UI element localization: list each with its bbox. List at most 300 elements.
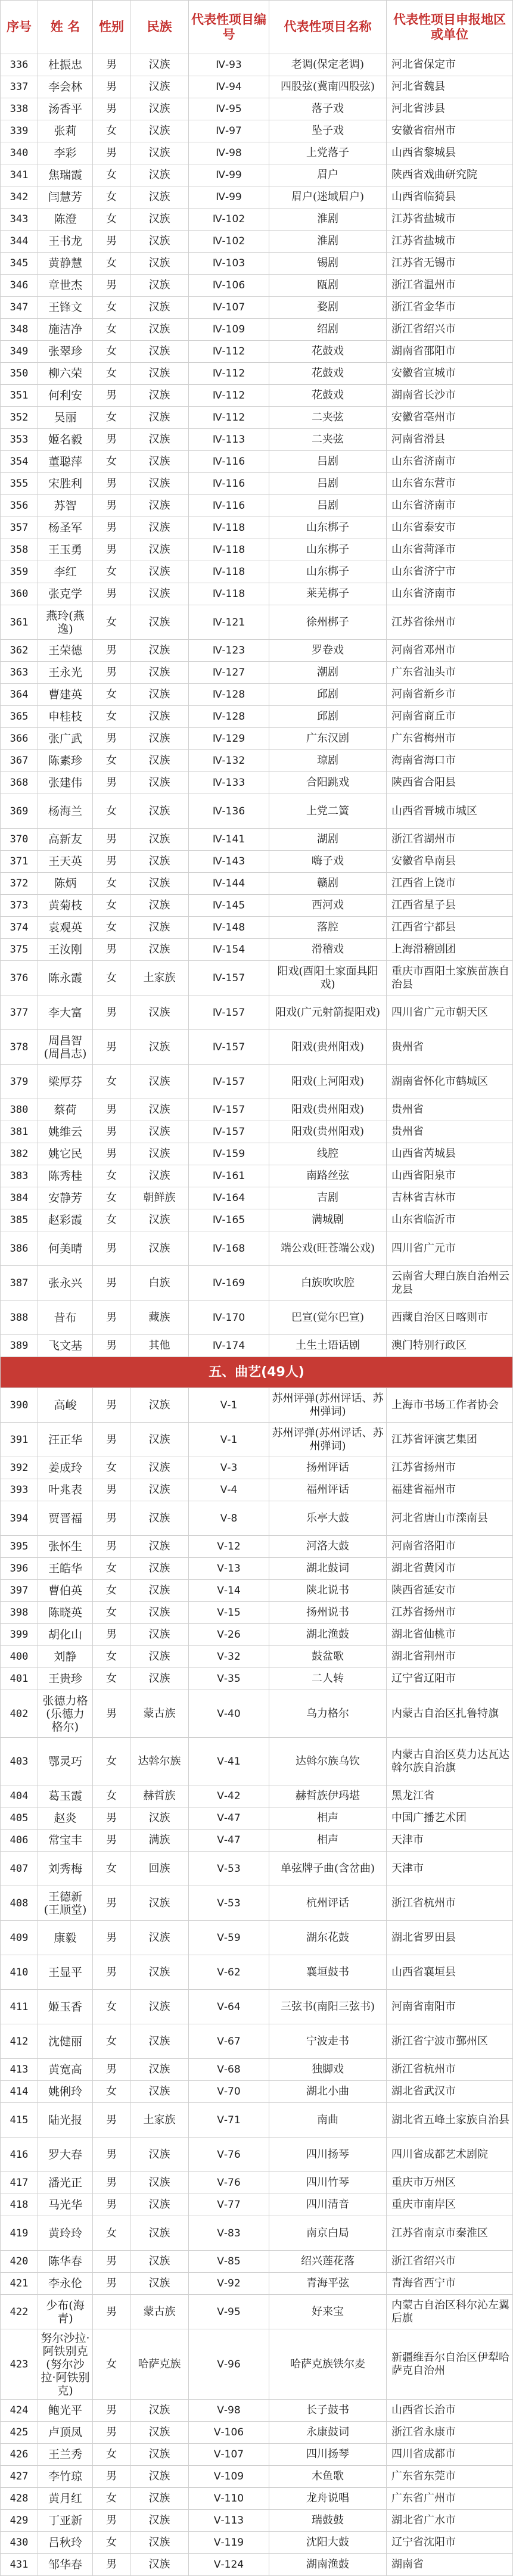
- cell-code: Ⅳ-161: [189, 1165, 269, 1187]
- cell-name: 袁观英: [38, 917, 93, 939]
- table-row: [1, 407, 513, 429]
- cell-project: 湖南渔鼓: [269, 2554, 387, 2576]
- cell-gender: 女: [93, 1785, 130, 1807]
- table-row: [1, 2273, 513, 2295]
- cell-seq: 382: [1, 1143, 38, 1165]
- cell-unit: 内蒙古自治区莫力达瓦达斡尔族自治旗: [387, 1738, 513, 1785]
- cell-name: 章世杰: [38, 275, 93, 297]
- cell-gender: 女: [93, 2532, 130, 2554]
- cell-seq: 354: [1, 451, 38, 473]
- cell-ethnicity: 汉族: [130, 2422, 189, 2444]
- cell-gender: 男: [93, 728, 130, 750]
- cell-gender: 女: [93, 1668, 130, 1690]
- cell-unit: 四川省广元市: [387, 1231, 513, 1266]
- cell-name: 王玉勇: [38, 539, 93, 561]
- table-row: [1, 186, 513, 209]
- cell-seq: 367: [1, 750, 38, 772]
- cell-unit: 重庆市南岸区: [387, 2194, 513, 2216]
- cell-ethnicity: 汉族: [130, 772, 189, 794]
- table-row: [1, 164, 513, 186]
- table-row: [1, 1065, 513, 1099]
- cell-code: Ⅳ-97: [189, 120, 269, 142]
- cell-project: 扬州说书: [269, 1602, 387, 1624]
- cell-project: 四股弦(冀南四股弦): [269, 76, 387, 98]
- cell-seq: 383: [1, 1165, 38, 1187]
- table-row: [1, 1143, 513, 1165]
- cell-unit: 重庆市酉阳土家族苗族自治县: [387, 961, 513, 995]
- cell-project: 婺剧: [269, 297, 387, 319]
- table-row: [1, 2024, 513, 2059]
- cell-name: 黄静慧: [38, 253, 93, 275]
- cell-gender: 男: [93, 2510, 130, 2532]
- cell-ethnicity: 汉族: [130, 54, 189, 76]
- table-row: [1, 1738, 513, 1785]
- cell-name: 何美晴: [38, 1231, 93, 1266]
- cell-gender: 男: [93, 2194, 130, 2216]
- cell-ethnicity: 汉族: [130, 1558, 189, 1580]
- cell-code: Ⅴ-32: [189, 1646, 269, 1668]
- table-row: [1, 1668, 513, 1690]
- table-row: [1, 1501, 513, 1536]
- table-row: [1, 2466, 513, 2488]
- cell-unit: 浙江省温州市: [387, 275, 513, 297]
- cell-name: 姜成玲: [38, 1457, 93, 1479]
- cell-gender: 男: [93, 76, 130, 98]
- cell-name: 康毅: [38, 1921, 93, 1955]
- cell-gender: 女: [93, 1990, 130, 2024]
- cell-project: 罗卷戏: [269, 640, 387, 662]
- cell-name: 李永伦: [38, 2273, 93, 2295]
- cell-gender: 女: [93, 1165, 130, 1187]
- cell-ethnicity: 汉族: [130, 473, 189, 495]
- cell-seq: 406: [1, 1830, 38, 1852]
- cell-gender: 女: [93, 561, 130, 583]
- cell-unit: 河南省新乡市: [387, 684, 513, 706]
- cell-name: 张永兴: [38, 1266, 93, 1301]
- cell-ethnicity: 汉族: [130, 1955, 189, 1990]
- cell-code: Ⅳ-141: [189, 829, 269, 851]
- cell-code: Ⅳ-174: [189, 1335, 269, 1357]
- table-row: [1, 2400, 513, 2422]
- cell-unit: 上海市书场工作者协会: [387, 1388, 513, 1423]
- cell-unit: 福建省福州市: [387, 1479, 513, 1501]
- cell-ethnicity: 汉族: [130, 2138, 189, 2172]
- cell-project: 老调(保定老调): [269, 54, 387, 76]
- cell-unit: 陕西省延安市: [387, 1580, 513, 1602]
- cell-project: 相声: [269, 1807, 387, 1830]
- cell-name: 姬名毅: [38, 429, 93, 451]
- cell-name: 鲍光平: [38, 2400, 93, 2422]
- cell-code: Ⅴ-3: [189, 1457, 269, 1479]
- cell-code: Ⅴ-15: [189, 1602, 269, 1624]
- cell-gender: 男: [93, 1388, 130, 1423]
- cell-seq: 339: [1, 120, 38, 142]
- cell-name: 葛玉霞: [38, 1785, 93, 1807]
- cell-unit: 河北省保定市: [387, 54, 513, 76]
- cell-ethnicity: 汉族: [130, 995, 189, 1030]
- table-row: [1, 2488, 513, 2510]
- cell-gender: 女: [93, 120, 130, 142]
- cell-name: 赵炎: [38, 1807, 93, 1830]
- cell-name: 王德新(王顺堂): [38, 1886, 93, 1921]
- cell-ethnicity: 汉族: [130, 684, 189, 706]
- cell-code: Ⅴ-85: [189, 2251, 269, 2273]
- table-row: [1, 1231, 513, 1266]
- cell-unit: 广东省东莞市: [387, 2466, 513, 2488]
- cell-code: Ⅴ-1: [189, 1423, 269, 1457]
- cell-seq: 357: [1, 517, 38, 539]
- cell-seq: 391: [1, 1423, 38, 1457]
- cell-unit: 江苏省无锡市: [387, 253, 513, 275]
- cell-unit: 重庆市万州区: [387, 2172, 513, 2194]
- cell-seq: 387: [1, 1266, 38, 1301]
- cell-gender: 女: [93, 1209, 130, 1231]
- cell-code: Ⅳ-112: [189, 363, 269, 385]
- cell-code: Ⅳ-95: [189, 98, 269, 120]
- cell-name: 汤香平: [38, 98, 93, 120]
- cell-unit: 湖北省罗田县: [387, 1921, 513, 1955]
- cell-name: 邹华春: [38, 2554, 93, 2576]
- cell-name: 黄菊枝: [38, 895, 93, 917]
- cell-seq: 352: [1, 407, 38, 429]
- cell-ethnicity: 汉族: [130, 98, 189, 120]
- cell-unit: 浙江省绍兴市: [387, 319, 513, 341]
- cell-unit: 贵州省: [387, 1099, 513, 1121]
- cell-seq: 424: [1, 2400, 38, 2422]
- cell-gender: 女: [93, 164, 130, 186]
- table-row: [1, 1187, 513, 1209]
- header-unit: 代表性项目申报地区或单位: [387, 1, 513, 54]
- cell-ethnicity: 哈萨克族: [130, 2329, 189, 2400]
- table-row: [1, 873, 513, 895]
- cell-name: 杨海兰: [38, 794, 93, 829]
- cell-ethnicity: 汉族: [130, 1580, 189, 1602]
- table-row: [1, 385, 513, 407]
- cell-project: 瓯剧: [269, 275, 387, 297]
- table-row: [1, 2444, 513, 2466]
- table-row: [1, 640, 513, 662]
- table-row: [1, 2295, 513, 2329]
- cell-ethnicity: 汉族: [130, 917, 189, 939]
- cell-unit: 山东省临沂市: [387, 1209, 513, 1231]
- cell-code: Ⅳ-103: [189, 253, 269, 275]
- table-row: [1, 275, 513, 297]
- cell-gender: 女: [93, 2329, 130, 2400]
- table-row: [1, 2138, 513, 2172]
- cell-name: 李会林: [38, 76, 93, 98]
- cell-unit: 江苏省盐城市: [387, 209, 513, 231]
- cell-code: Ⅳ-112: [189, 341, 269, 363]
- table-row: [1, 297, 513, 319]
- cell-code: Ⅳ-99: [189, 164, 269, 186]
- cell-code: Ⅴ-40: [189, 1690, 269, 1738]
- header-code: 代表性项目编号: [189, 1, 269, 54]
- cell-unit: 湖北省武汉市: [387, 2081, 513, 2103]
- cell-name: 王皓华: [38, 1558, 93, 1580]
- cell-code: Ⅴ-106: [189, 2422, 269, 2444]
- cell-ethnicity: 汉族: [130, 385, 189, 407]
- cell-code: Ⅴ-59: [189, 1921, 269, 1955]
- cell-project: 赫哲族伊玛堪: [269, 1785, 387, 1807]
- cell-project: 邱剧: [269, 684, 387, 706]
- cell-ethnicity: 汉族: [130, 1209, 189, 1231]
- header-name: 姓 名: [38, 1, 93, 54]
- cell-gender: 男: [93, 1886, 130, 1921]
- cell-name: 安静芳: [38, 1187, 93, 1209]
- cell-code: Ⅳ-116: [189, 495, 269, 517]
- cell-unit: 湖南省邵阳市: [387, 341, 513, 363]
- cell-project: 青海平弦: [269, 2273, 387, 2295]
- cell-ethnicity: 汉族: [130, 1065, 189, 1099]
- cell-name: 沈健丽: [38, 2024, 93, 2059]
- cell-unit: 四川省成都艺术剧院: [387, 2138, 513, 2172]
- table-row: [1, 2422, 513, 2444]
- table-row: [1, 851, 513, 873]
- cell-gender: 男: [93, 1921, 130, 1955]
- cell-ethnicity: 汉族: [130, 728, 189, 750]
- cell-name: 柳六荣: [38, 363, 93, 385]
- cell-code: Ⅳ-159: [189, 1143, 269, 1165]
- cell-seq: 343: [1, 209, 38, 231]
- cell-ethnicity: 汉族: [130, 561, 189, 583]
- cell-seq: 353: [1, 429, 38, 451]
- cell-unit: 安徽省宿州市: [387, 120, 513, 142]
- cell-unit: 江苏省徐州市: [387, 605, 513, 640]
- cell-code: Ⅴ-8: [189, 1501, 269, 1536]
- cell-name: 黄玲玲: [38, 2216, 93, 2251]
- cell-project: 眉户(迷域眉户): [269, 186, 387, 209]
- cell-seq: 374: [1, 917, 38, 939]
- cell-unit: 海南省海口市: [387, 750, 513, 772]
- table-row: [1, 1602, 513, 1624]
- cell-project: 嗨子戏: [269, 851, 387, 873]
- cell-unit: 江西省上饶市: [387, 873, 513, 895]
- cell-gender: 男: [93, 54, 130, 76]
- cell-unit: 江西省宁都县: [387, 917, 513, 939]
- cell-project: 鼓盆歌: [269, 1646, 387, 1668]
- cell-code: Ⅴ-35: [189, 1668, 269, 1690]
- cell-code: Ⅴ-47: [189, 1807, 269, 1830]
- cell-unit: 湖南省长沙市: [387, 385, 513, 407]
- cell-ethnicity: 汉族: [130, 297, 189, 319]
- cell-project: 巴宣(觉尔巴宣): [269, 1301, 387, 1335]
- cell-ethnicity: 汉族: [130, 706, 189, 728]
- cell-seq: 403: [1, 1738, 38, 1785]
- cell-code: Ⅳ-112: [189, 407, 269, 429]
- cell-seq: 370: [1, 829, 38, 851]
- cell-seq: 393: [1, 1479, 38, 1501]
- cell-code: Ⅳ-168: [189, 1231, 269, 1266]
- cell-project: 端公戏(旺苍端公戏): [269, 1231, 387, 1266]
- cell-code: Ⅳ-121: [189, 605, 269, 640]
- cell-gender: 男: [93, 231, 130, 253]
- cell-gender: 女: [93, 706, 130, 728]
- cell-name: 张广武: [38, 728, 93, 750]
- table-row: [1, 363, 513, 385]
- cell-code: Ⅳ-116: [189, 473, 269, 495]
- cell-seq: 431: [1, 2554, 38, 2576]
- cell-project: 苏州评弹(苏州评话、苏州弹词): [269, 1388, 387, 1423]
- cell-unit: 河南省洛阳市: [387, 1536, 513, 1558]
- cell-seq: 361: [1, 605, 38, 640]
- cell-code: Ⅴ-62: [189, 1955, 269, 1990]
- table-row: [1, 341, 513, 363]
- table-row: [1, 473, 513, 495]
- cell-name: 常宝丰: [38, 1830, 93, 1852]
- cell-ethnicity: 汉族: [130, 186, 189, 209]
- cell-ethnicity: 土家族: [130, 2103, 189, 2138]
- cell-name: 高峻: [38, 1388, 93, 1423]
- cell-project: 落腔: [269, 917, 387, 939]
- header-seq: 序号: [1, 1, 38, 54]
- cell-seq: 423: [1, 2329, 38, 2400]
- cell-gender: 女: [93, 1187, 130, 1209]
- cell-ethnicity: 汉族: [130, 1231, 189, 1266]
- cell-project: 龙舟说唱: [269, 2488, 387, 2510]
- cell-gender: 女: [93, 209, 130, 231]
- cell-project: 阳戏(广元射箭提阳戏): [269, 995, 387, 1030]
- cell-seq: 427: [1, 2466, 38, 2488]
- cell-seq: 417: [1, 2172, 38, 2194]
- cell-unit: 内蒙古自治区扎鲁特旗: [387, 1690, 513, 1738]
- cell-name: 卢顶凤: [38, 2422, 93, 2444]
- cell-ethnicity: 蒙古族: [130, 1690, 189, 1738]
- cell-code: Ⅳ-154: [189, 939, 269, 961]
- cell-unit: 浙江省湖州市: [387, 829, 513, 851]
- cell-unit: 山东省济南市: [387, 495, 513, 517]
- cell-ethnicity: 藏族: [130, 1301, 189, 1335]
- cell-seq: 414: [1, 2081, 38, 2103]
- cell-unit: 江苏省盐城市: [387, 231, 513, 253]
- cell-project: 杭州评话: [269, 1886, 387, 1921]
- cell-code: Ⅳ-118: [189, 539, 269, 561]
- cell-seq: 337: [1, 76, 38, 98]
- cell-ethnicity: 汉族: [130, 539, 189, 561]
- cell-unit: 浙江省金华市: [387, 297, 513, 319]
- cell-name: 贾晋福: [38, 1501, 93, 1536]
- cell-gender: 男: [93, 142, 130, 164]
- cell-code: Ⅳ-102: [189, 231, 269, 253]
- cell-project: 线腔: [269, 1143, 387, 1165]
- cell-name: 施洁净: [38, 319, 93, 341]
- cell-code: Ⅴ-4: [189, 1479, 269, 1501]
- cell-ethnicity: 汉族: [130, 2444, 189, 2466]
- header-ethnicity: 民族: [130, 1, 189, 54]
- cell-project: 陕北说书: [269, 1580, 387, 1602]
- cell-seq: 348: [1, 319, 38, 341]
- cell-project: 宁波走书: [269, 2024, 387, 2059]
- cell-code: Ⅳ-128: [189, 684, 269, 706]
- cell-ethnicity: 汉族: [130, 1886, 189, 1921]
- table-row: [1, 1209, 513, 1231]
- cell-project: 花鼓戏: [269, 385, 387, 407]
- table-row: [1, 1852, 513, 1886]
- cell-name: 丁亚新: [38, 2510, 93, 2532]
- cell-project: 乐亭大鼓: [269, 1501, 387, 1536]
- cell-unit: 浙江省杭州市: [387, 2059, 513, 2081]
- table-body: [1, 54, 513, 2576]
- table-row: [1, 2194, 513, 2216]
- cell-seq: 402: [1, 1690, 38, 1738]
- cell-gender: 女: [93, 895, 130, 917]
- cell-seq: 349: [1, 341, 38, 363]
- cell-seq: 363: [1, 662, 38, 684]
- cell-project: 单弦牌子曲(含岔曲): [269, 1852, 387, 1886]
- cell-ethnicity: 汉族: [130, 1646, 189, 1668]
- cell-project: 沈阳大鼓: [269, 2532, 387, 2554]
- cell-unit: 湖南省: [387, 2554, 513, 2576]
- cell-ethnicity: 汉族: [130, 1099, 189, 1121]
- cell-unit: 黑龙江省: [387, 1785, 513, 1807]
- table-row: [1, 2510, 513, 2532]
- cell-code: Ⅴ-13: [189, 1558, 269, 1580]
- table-row: [1, 1921, 513, 1955]
- table-row: [1, 2554, 513, 2576]
- cell-seq: 344: [1, 231, 38, 253]
- cell-ethnicity: 汉族: [130, 2081, 189, 2103]
- table-row: [1, 1099, 513, 1121]
- table-row: [1, 429, 513, 451]
- table-row: [1, 1624, 513, 1646]
- cell-code: Ⅳ-118: [189, 517, 269, 539]
- cell-seq: 411: [1, 1990, 38, 2024]
- cell-code: Ⅳ-107: [189, 297, 269, 319]
- cell-project: 达斡尔族乌钦: [269, 1738, 387, 1785]
- cell-unit: 贵州省: [387, 1030, 513, 1065]
- cell-unit: 江苏省扬州市: [387, 1602, 513, 1624]
- cell-name: 努尔沙拉·阿铁别克(努尔沙拉·阿铁别克): [38, 2329, 93, 2400]
- cell-project: 南曲: [269, 2103, 387, 2138]
- cell-project: 满城剧: [269, 1209, 387, 1231]
- cell-seq: 428: [1, 2488, 38, 2510]
- cell-seq: 380: [1, 1099, 38, 1121]
- cell-code: Ⅳ-102: [189, 209, 269, 231]
- cell-name: 陈秀桂: [38, 1165, 93, 1187]
- table-row: [1, 605, 513, 640]
- cell-code: Ⅳ-157: [189, 1030, 269, 1065]
- cell-name: 李彩: [38, 142, 93, 164]
- cell-unit: 天津市: [387, 1852, 513, 1886]
- cell-gender: 男: [93, 2295, 130, 2329]
- table-row: [1, 2172, 513, 2194]
- cell-ethnicity: 汉族: [130, 1668, 189, 1690]
- cell-seq: 426: [1, 2444, 38, 2466]
- cell-seq: 422: [1, 2295, 38, 2329]
- cell-ethnicity: 汉族: [130, 120, 189, 142]
- cell-ethnicity: 汉族: [130, 1457, 189, 1479]
- cell-unit: 山西省阳泉市: [387, 1165, 513, 1187]
- cell-unit: 江苏省评演艺集团: [387, 1423, 513, 1457]
- cell-gender: 男: [93, 2466, 130, 2488]
- cell-unit: 江苏省南京市秦淮区: [387, 2216, 513, 2251]
- cell-name: 汪正华: [38, 1423, 93, 1457]
- cell-unit: 湖北省荆州市: [387, 1646, 513, 1668]
- cell-ethnicity: 汉族: [130, 1388, 189, 1423]
- cell-name: 刘秀梅: [38, 1852, 93, 1886]
- cell-name: 闫慧芳: [38, 186, 93, 209]
- cell-unit: 青海省西宁市: [387, 2273, 513, 2295]
- cell-unit: 山东省济南市: [387, 583, 513, 605]
- cell-project: 淮剧: [269, 231, 387, 253]
- cell-name: 王锋文: [38, 297, 93, 319]
- cell-ethnicity: 汉族: [130, 142, 189, 164]
- cell-project: 上党二簧: [269, 794, 387, 829]
- cell-code: Ⅳ-118: [189, 561, 269, 583]
- cell-unit: 江西省星子县: [387, 895, 513, 917]
- cell-code: Ⅳ-157: [189, 1121, 269, 1143]
- cell-project: 永康鼓词: [269, 2422, 387, 2444]
- table-row: [1, 684, 513, 706]
